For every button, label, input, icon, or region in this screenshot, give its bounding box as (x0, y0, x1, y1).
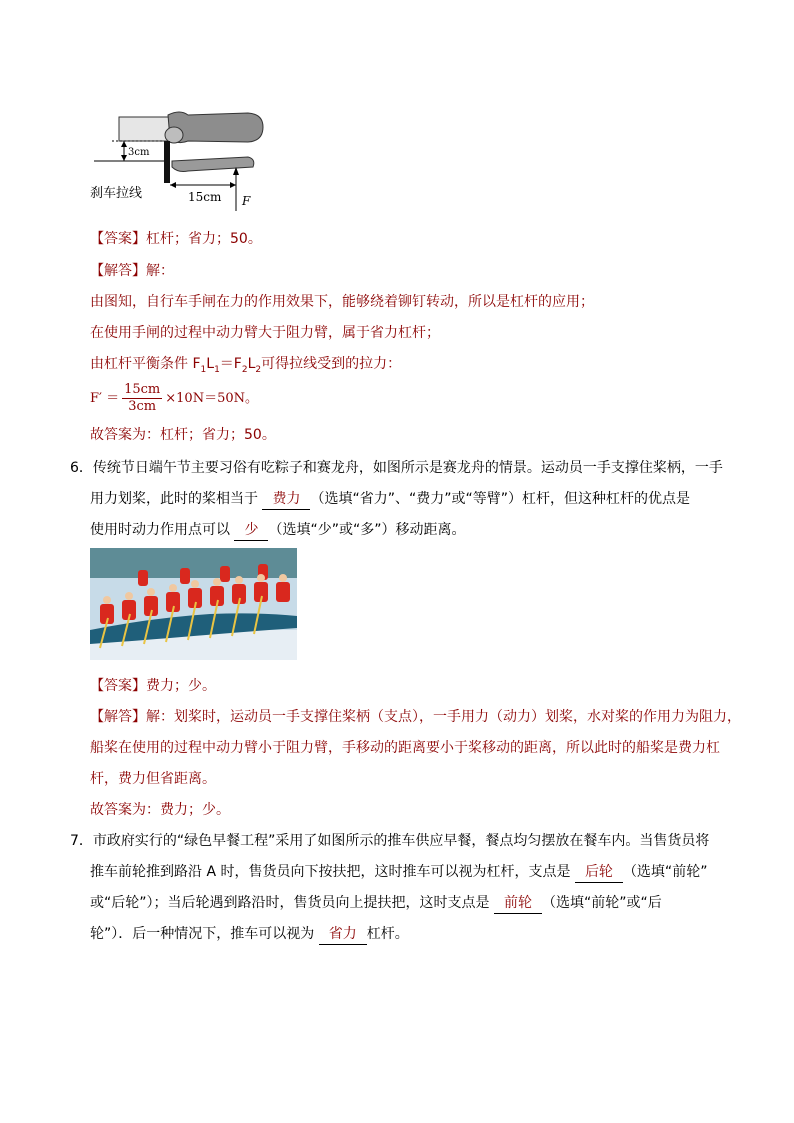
q7-stem-text1: 市政府实行的“绿色早餐工程”采用了如图所示的推车供应早餐，餐点均匀摆放在餐车内。当售货员将 (92, 833, 710, 849)
q7-stem-text4b: 杠杆。 (366, 926, 409, 942)
handlebar-tube (119, 117, 171, 141)
dim-15cm-label: 15cm (188, 190, 222, 204)
q6-stem-line1 (70, 458, 723, 478)
analysis-lead: 解： (146, 263, 174, 279)
q5-analysis-line2: 在使用手闸的过程中动力臂大于阻力臂，属于省力杠杆； (90, 325, 440, 341)
dim-arrow-up (121, 141, 127, 147)
q5-answer-line (90, 229, 262, 249)
q6-stem-text2a: 用力划桨，此时的桨相当于 (90, 491, 258, 507)
force-label: F (242, 194, 251, 208)
dim-3cm-label: 3cm (128, 147, 150, 158)
q6-stem-text3b: （选填“少”或“多”）移动距离。 (268, 522, 466, 538)
q5-conclusion: 故答案为：杠杆；省力；50。 (90, 427, 276, 443)
q6-stem-text1: 传统节日端午节主要习俗有吃粽子和赛龙舟，如图所示是赛龙舟的情景。运动员一手支撑住桨柄，一手 (92, 460, 723, 476)
q6-answer-line (90, 676, 216, 696)
sub-2b: 2 (255, 364, 262, 375)
dim-15cm-arrow-right (230, 182, 236, 188)
answer-tag: 【答案】 (90, 678, 146, 694)
sub-2a: 2 (241, 364, 248, 375)
q7-blank1-answer: 后轮 (575, 862, 623, 883)
formula-lhs: F′ ＝ (90, 391, 120, 406)
q6-analysis-line2: 船桨在使用的过程中动力臂小于阻力臂，手移动的距离要小于桨移动的距离，所以此时的船桨是费力杠 (90, 740, 720, 756)
lever-condition-pre: 由杠杆平衡条件 F (90, 356, 201, 372)
fraction-denominator: 3cm (128, 399, 157, 414)
dim-15cm-arrow-left (170, 182, 176, 188)
q7-blank2-answer: 前轮 (494, 893, 542, 914)
answer-text: 杠杆；省力；50。 (146, 231, 262, 247)
brake-lever (172, 157, 254, 172)
formula-fraction (122, 382, 162, 415)
fraction-numerator: 15cm (124, 382, 161, 397)
q6-analysis-line3: 杆，费力但省距离。 (90, 771, 216, 787)
brake-lever-figure (88, 105, 268, 213)
q6-stem-text3a: 使用时动力作用点可以 (90, 522, 230, 538)
q7-stem-line2 (90, 862, 707, 883)
q7-stem-text3b: （选填“前轮”或“后 (541, 895, 662, 911)
q5-analysis-line3 (90, 354, 401, 380)
q5-analysis-line1: 由图知，自行车手闸在力的作用效果下，能够绕着铆钉转动，所以是杠杆的应用； (90, 294, 594, 310)
q7-stem-text3a: 或“后轮”）；当后轮遇到路沿时，售货员向上提扶把，这时支点是 (90, 895, 490, 911)
q7-stem-text2a: 推车前轮推到路沿 A 时，售货员向下按扶把，这时推车可以视为杠杆，支点是 (90, 864, 571, 880)
dim-arrow-down (121, 155, 127, 161)
answer-text: 费力；少。 (146, 678, 216, 694)
dragon-boat-photo (90, 548, 297, 660)
l1-letter: L (206, 356, 215, 372)
q7-stem-line1 (70, 831, 709, 851)
q7-stem-line3 (90, 893, 662, 914)
q6-stem-line3 (90, 520, 465, 541)
q6-blank2-answer: 少 (234, 520, 268, 541)
q7-stem-text2b: （选填“前轮” (622, 864, 708, 880)
sub-1a: 1 (200, 364, 207, 375)
brake-post (164, 141, 170, 183)
brake-cable-label: 刹车拉线 (90, 186, 143, 201)
sub-1b: 1 (214, 364, 220, 375)
l2-letter: L (247, 356, 256, 372)
q6-blank1-answer: 费力 (262, 489, 310, 510)
equals-f2: ＝F (219, 356, 242, 372)
analysis-tag: 【解答】 (90, 709, 146, 725)
formula-rhs: ×10N＝50N。 (165, 391, 258, 406)
q6-conclusion: 故答案为：费力；少。 (90, 802, 230, 818)
q5-formula (90, 382, 258, 415)
q6-stem-text2b: （选填“省力”、“费力”或“等臂”）杠杆，但这种杠杆的优点是 (310, 491, 690, 507)
q7-stem-line4 (90, 924, 409, 945)
q6-stem-line2 (90, 489, 690, 510)
q6-number: 6． (70, 460, 93, 476)
answer-tag: 【答案】 (90, 231, 146, 247)
q5-analysis-line (90, 261, 174, 281)
analysis-text1: 解：划桨时，运动员一手支撑住桨柄（支点），一手用力（动力）划桨，水对桨的作用力为阻力， (146, 709, 741, 725)
q7-stem-text4a: 轮”）．后一种情况下，推车可以视为 (90, 926, 315, 942)
analysis-tag: 【解答】 (90, 263, 146, 279)
lever-condition-post: 可得拉线受到的拉力： (261, 356, 402, 372)
rivet-pivot (165, 127, 183, 143)
q7-blank3-answer: 省力 (319, 924, 367, 945)
q6-analysis-line1 (90, 707, 741, 727)
q7-number: 7． (70, 833, 93, 849)
